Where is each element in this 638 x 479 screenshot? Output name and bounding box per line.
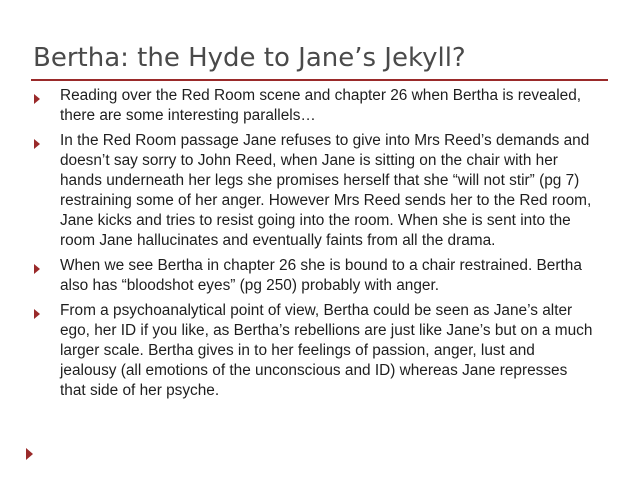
- triangle-bullet-icon: [34, 94, 40, 104]
- bullet-item-psychoanalytical-view: [34, 301, 594, 401]
- triangle-bullet-icon: [34, 139, 40, 149]
- triangle-bullet-icon: [34, 309, 40, 319]
- bullet-item-bertha-chapter-26: [34, 256, 594, 296]
- bullet-list: [34, 86, 594, 406]
- bullet-text: When we see Bertha in chapter 26 she is bound to a chair restrained. Bertha also has “bloodshot eyes” (pg 250) probably with anger.: [60, 257, 582, 294]
- bullet-text: In the Red Room passage Jane refuses to give into Mrs Reed’s demands and doesn’t say sorry to John Reed, when Jane is sitting on the chair with her hands underneath her legs she promises herself that she “will not stir” (pg 7) restraining some of her anger. However Mrs Reed sends her to the Red room, Jane kicks and tries to resist going into the room. When she is sent into the room Jane hallucinates and eventually faints from all the drama.: [60, 132, 592, 249]
- bullet-text: Reading over the Red Room scene and chapter 26 when Bertha is revealed, there are some interesting parallels…: [60, 87, 582, 124]
- triangle-bullet-icon: [34, 264, 40, 274]
- bullet-item-red-room-parallels: [34, 86, 594, 126]
- title-divider: [31, 79, 608, 81]
- triangle-arrow-icon: [26, 448, 33, 460]
- bullet-item-red-room-passage: [34, 131, 594, 251]
- slide-title: Bertha: the Hyde to Jane’s Jekyll?: [33, 43, 466, 73]
- bullet-text: From a psychoanalytical point of view, Bertha could be seen as Jane’s alter ego, her ID if you like, as Bertha’s rebellions are just like Jane’s but on a much larger scale. Bertha gives in to her feelings of passion, anger, lust and jealousy (all emotions of the unconscious and ID) whereas Jane represses that side of her psyche.: [60, 302, 593, 399]
